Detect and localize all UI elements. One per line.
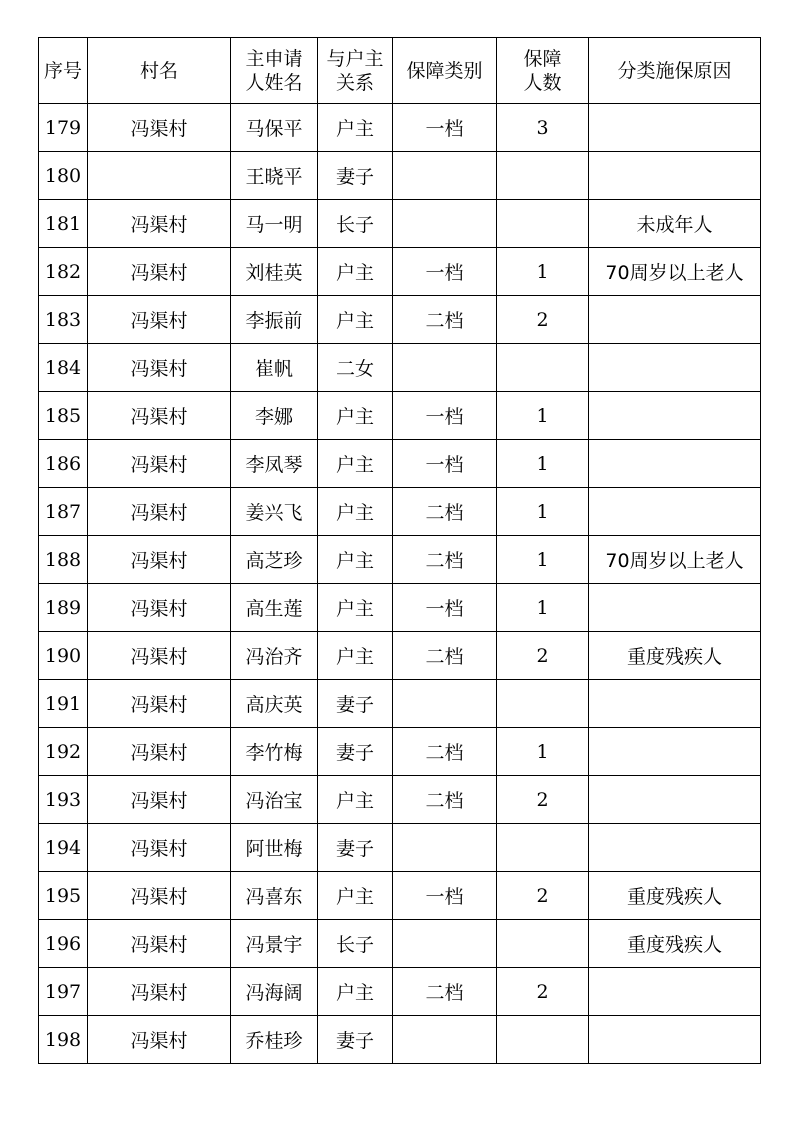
- table-row: [39, 296, 761, 344]
- table-row: [39, 200, 761, 248]
- cell-village: 冯渠村: [88, 584, 231, 632]
- table-row: [39, 392, 761, 440]
- cell-relation: 妻子: [318, 728, 393, 776]
- cell-category: 二档: [393, 536, 497, 584]
- cell-applicant-name: 马一明: [231, 200, 318, 248]
- cell-reason: [589, 392, 761, 440]
- cell-applicant-name: 李竹梅: [231, 728, 318, 776]
- cell-applicant-name: 马保平: [231, 104, 318, 152]
- header-count: 保障人数: [497, 38, 589, 104]
- cell-category: [393, 920, 497, 968]
- cell-count: 2: [497, 872, 589, 920]
- cell-count: 1: [497, 488, 589, 536]
- table-row: [39, 488, 761, 536]
- table-row: [39, 1016, 761, 1064]
- cell-applicant-name: 高生莲: [231, 584, 318, 632]
- cell-reason: [589, 824, 761, 872]
- cell-applicant-name: 刘桂英: [231, 248, 318, 296]
- cell-relation: 户主: [318, 584, 393, 632]
- cell-village: 冯渠村: [88, 488, 231, 536]
- cell-reason: [589, 584, 761, 632]
- cell-category: [393, 152, 497, 200]
- cell-seq: 197: [39, 968, 88, 1016]
- cell-count: 1: [497, 392, 589, 440]
- cell-reason: [589, 440, 761, 488]
- cell-category: [393, 680, 497, 728]
- cell-count: [497, 824, 589, 872]
- header-category: 保障类别: [393, 38, 497, 104]
- cell-category: 一档: [393, 392, 497, 440]
- cell-village: 冯渠村: [88, 200, 231, 248]
- cell-reason: 重度残疾人: [589, 632, 761, 680]
- table-row: [39, 344, 761, 392]
- table-row: [39, 920, 761, 968]
- cell-reason: [589, 104, 761, 152]
- cell-count: 1: [497, 440, 589, 488]
- cell-category: [393, 200, 497, 248]
- table-row: [39, 584, 761, 632]
- cell-category: 二档: [393, 776, 497, 824]
- cell-reason: [589, 152, 761, 200]
- cell-village: 冯渠村: [88, 536, 231, 584]
- cell-seq: 185: [39, 392, 88, 440]
- cell-seq: 179: [39, 104, 88, 152]
- cell-count: 2: [497, 632, 589, 680]
- cell-reason: 70周岁以上老人: [589, 536, 761, 584]
- cell-count: 1: [497, 584, 589, 632]
- cell-seq: 195: [39, 872, 88, 920]
- cell-seq: 189: [39, 584, 88, 632]
- cell-category: [393, 1016, 497, 1064]
- cell-relation: 户主: [318, 392, 393, 440]
- cell-seq: 198: [39, 1016, 88, 1064]
- cell-relation: 户主: [318, 296, 393, 344]
- cell-seq: 184: [39, 344, 88, 392]
- cell-relation: 妻子: [318, 824, 393, 872]
- cell-applicant-name: 李娜: [231, 392, 318, 440]
- cell-category: 一档: [393, 104, 497, 152]
- table-row: [39, 632, 761, 680]
- cell-relation: 户主: [318, 536, 393, 584]
- header-applicant: 主申请人姓名: [231, 38, 318, 104]
- table-row: [39, 536, 761, 584]
- cell-village: 冯渠村: [88, 296, 231, 344]
- table-row: [39, 680, 761, 728]
- cell-village: 冯渠村: [88, 824, 231, 872]
- cell-applicant-name: 冯海阔: [231, 968, 318, 1016]
- cell-category: 一档: [393, 872, 497, 920]
- cell-relation: 户主: [318, 440, 393, 488]
- cell-count: [497, 200, 589, 248]
- header-village: 村名: [88, 38, 231, 104]
- cell-relation: 户主: [318, 776, 393, 824]
- cell-count: 2: [497, 968, 589, 1016]
- cell-count: [497, 1016, 589, 1064]
- cell-count: 2: [497, 296, 589, 344]
- cell-count: 2: [497, 776, 589, 824]
- cell-count: [497, 920, 589, 968]
- cell-applicant-name: 冯治齐: [231, 632, 318, 680]
- cell-category: 二档: [393, 488, 497, 536]
- cell-category: [393, 824, 497, 872]
- cell-reason: 重度残疾人: [589, 920, 761, 968]
- cell-seq: 186: [39, 440, 88, 488]
- cell-count: [497, 680, 589, 728]
- cell-applicant-name: 崔帆: [231, 344, 318, 392]
- cell-seq: 188: [39, 536, 88, 584]
- cell-applicant-name: 姜兴飞: [231, 488, 318, 536]
- cell-applicant-name: 王晓平: [231, 152, 318, 200]
- cell-reason: [589, 296, 761, 344]
- cell-applicant-name: 冯喜东: [231, 872, 318, 920]
- cell-relation: 户主: [318, 488, 393, 536]
- cell-reason: [589, 488, 761, 536]
- assistance-table: [38, 37, 761, 1064]
- cell-reason: 未成年人: [589, 200, 761, 248]
- table-row: [39, 872, 761, 920]
- header-relation: 与户主关系: [318, 38, 393, 104]
- cell-seq: 191: [39, 680, 88, 728]
- cell-category: 一档: [393, 584, 497, 632]
- cell-seq: 187: [39, 488, 88, 536]
- cell-seq: 193: [39, 776, 88, 824]
- cell-seq: 180: [39, 152, 88, 200]
- cell-village: 冯渠村: [88, 104, 231, 152]
- cell-seq: 183: [39, 296, 88, 344]
- cell-applicant-name: 李凤琴: [231, 440, 318, 488]
- cell-applicant-name: 冯治宝: [231, 776, 318, 824]
- cell-village: [88, 152, 231, 200]
- cell-category: 二档: [393, 968, 497, 1016]
- cell-category: 二档: [393, 296, 497, 344]
- cell-applicant-name: 高庆英: [231, 680, 318, 728]
- cell-village: 冯渠村: [88, 776, 231, 824]
- table-row: [39, 728, 761, 776]
- cell-village: 冯渠村: [88, 872, 231, 920]
- table-row: [39, 776, 761, 824]
- cell-village: 冯渠村: [88, 920, 231, 968]
- cell-category: 一档: [393, 440, 497, 488]
- cell-village: 冯渠村: [88, 248, 231, 296]
- cell-applicant-name: 乔桂珍: [231, 1016, 318, 1064]
- cell-seq: 196: [39, 920, 88, 968]
- cell-seq: 194: [39, 824, 88, 872]
- cell-category: 二档: [393, 632, 497, 680]
- cell-reason: 重度残疾人: [589, 872, 761, 920]
- table-body: [39, 104, 761, 1064]
- cell-village: 冯渠村: [88, 632, 231, 680]
- cell-category: [393, 344, 497, 392]
- cell-seq: 192: [39, 728, 88, 776]
- cell-village: 冯渠村: [88, 968, 231, 1016]
- table-row: [39, 248, 761, 296]
- cell-seq: 182: [39, 248, 88, 296]
- cell-relation: 户主: [318, 872, 393, 920]
- cell-relation: 妻子: [318, 152, 393, 200]
- cell-village: 冯渠村: [88, 728, 231, 776]
- cell-seq: 190: [39, 632, 88, 680]
- cell-relation: 妻子: [318, 680, 393, 728]
- cell-count: 3: [497, 104, 589, 152]
- header-seq: 序号: [39, 38, 88, 104]
- table-row: [39, 152, 761, 200]
- cell-count: [497, 344, 589, 392]
- cell-reason: [589, 968, 761, 1016]
- cell-relation: 户主: [318, 248, 393, 296]
- cell-relation: 妻子: [318, 1016, 393, 1064]
- cell-category: 二档: [393, 728, 497, 776]
- cell-village: 冯渠村: [88, 392, 231, 440]
- cell-relation: 户主: [318, 104, 393, 152]
- cell-reason: [589, 344, 761, 392]
- cell-reason: [589, 680, 761, 728]
- cell-applicant-name: 高芝珍: [231, 536, 318, 584]
- cell-village: 冯渠村: [88, 440, 231, 488]
- cell-relation: 二女: [318, 344, 393, 392]
- cell-applicant-name: 李振前: [231, 296, 318, 344]
- table-row: [39, 440, 761, 488]
- cell-count: [497, 152, 589, 200]
- cell-village: 冯渠村: [88, 344, 231, 392]
- cell-seq: 181: [39, 200, 88, 248]
- cell-relation: 长子: [318, 200, 393, 248]
- cell-count: 1: [497, 728, 589, 776]
- table-row: [39, 104, 761, 152]
- cell-reason: [589, 776, 761, 824]
- cell-count: 1: [497, 536, 589, 584]
- table-row: [39, 968, 761, 1016]
- cell-reason: [589, 1016, 761, 1064]
- cell-applicant-name: 阿世梅: [231, 824, 318, 872]
- header-row: [39, 38, 761, 104]
- cell-relation: 长子: [318, 920, 393, 968]
- cell-reason: [589, 728, 761, 776]
- cell-reason: 70周岁以上老人: [589, 248, 761, 296]
- cell-relation: 户主: [318, 968, 393, 1016]
- cell-village: 冯渠村: [88, 1016, 231, 1064]
- cell-applicant-name: 冯景宇: [231, 920, 318, 968]
- cell-village: 冯渠村: [88, 680, 231, 728]
- header-reason: 分类施保原因: [589, 38, 761, 104]
- cell-category: 一档: [393, 248, 497, 296]
- cell-relation: 户主: [318, 632, 393, 680]
- cell-count: 1: [497, 248, 589, 296]
- table-row: [39, 824, 761, 872]
